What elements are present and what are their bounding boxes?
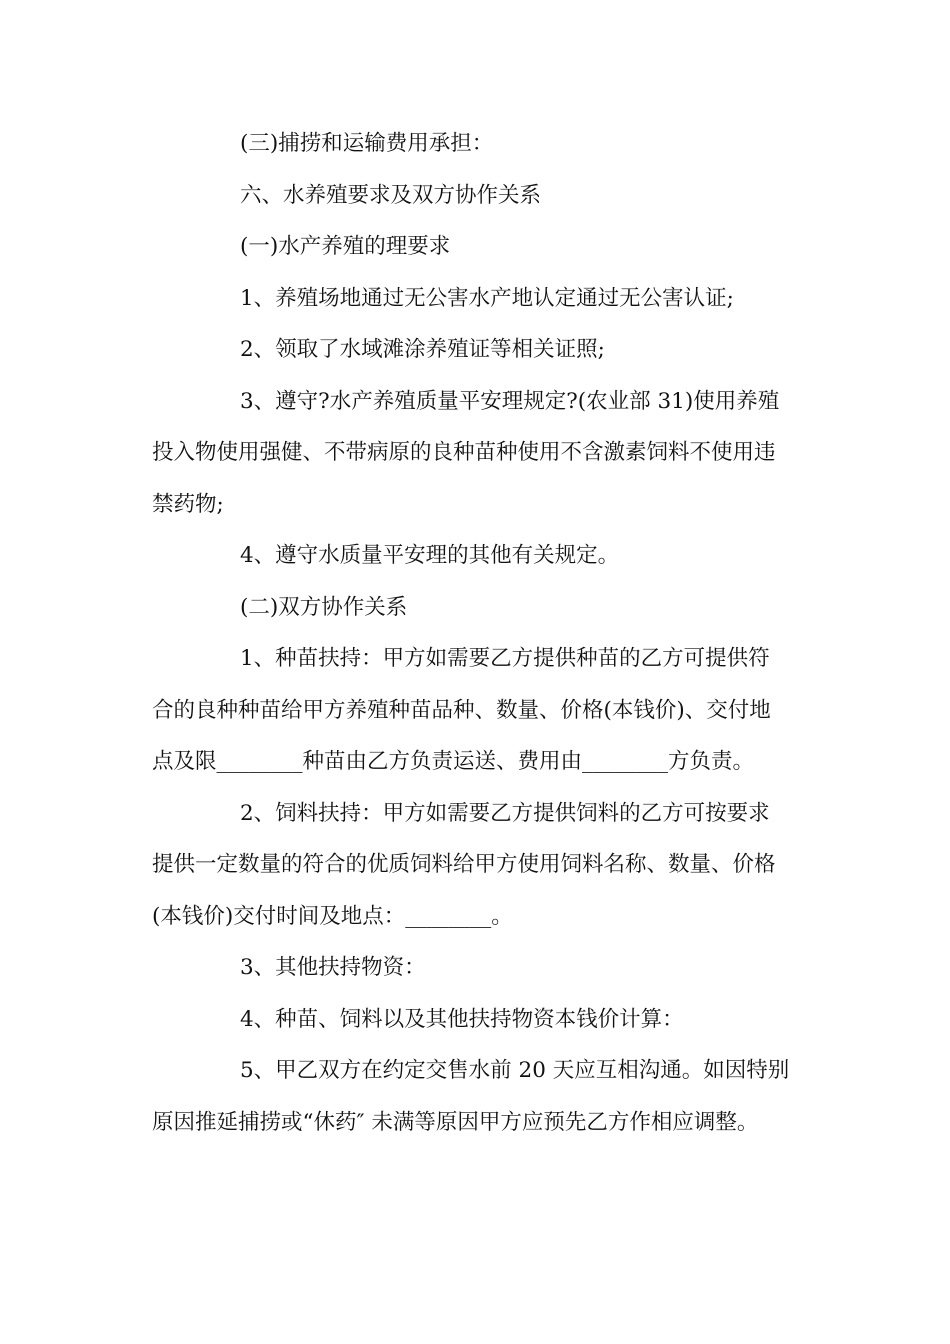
subheading-cooperation	[152, 582, 802, 634]
text-line: 合的良种种苗给甲方养殖种苗品种、数量、价格(本钱价)、交付地	[152, 697, 771, 723]
text-line: 投入物使用强健、不带病原的良种苗种使用不含激素饲料不使用违	[152, 440, 776, 465]
text-line: 3、其他扶持物资：	[240, 955, 426, 980]
text-line: (三)捕捞和运输费用承担：	[240, 131, 494, 156]
text-line: 2、领取了水域滩涂养殖证等相关证照;	[240, 337, 605, 362]
paragraph-feed-support	[152, 788, 802, 943]
paragraph-seedling-support	[152, 633, 802, 788]
text-line: 3、遵守?水产养殖质量平安理规定?(农业部 31)使用养殖	[240, 388, 780, 414]
text-line: 1、种苗扶持：甲方如需要乙方提供种苗的乙方可提供符	[240, 646, 770, 671]
text-line: 5、甲乙双方在约定交售水前 20 天应互相沟通。如因特别	[240, 1058, 790, 1083]
text-line: (二)双方协作关系	[240, 594, 408, 620]
paragraph-item-4	[152, 530, 802, 582]
text-line: 点及限________种苗由乙方负责运送、费用由________方负责。	[152, 749, 755, 774]
subheading-aquaculture-requirements	[152, 221, 802, 273]
document-body	[152, 118, 802, 1148]
text-line: 2、饲料扶持：甲方如需要乙方提供饲料的乙方可按要求	[240, 800, 770, 826]
text-line: (一)水产养殖的理要求	[240, 234, 451, 259]
text-line: 1、养殖场地通过无公害水产地认定通过无公害认证;	[240, 285, 734, 311]
text-line: 提供一定数量的符合的优质饲料给甲方使用饲料名称、数量、价格	[152, 852, 776, 877]
text-line: (本钱价)交付时间及地点：________。	[152, 903, 513, 929]
paragraph-item-1	[152, 273, 802, 325]
paragraph-other-supplies	[152, 942, 802, 994]
paragraph-cost-bearing	[152, 118, 802, 170]
text-line: 原因推延捕捞或“休药″ 未满等原因甲方应预先乙方作相应调整。	[152, 1109, 759, 1135]
heading-section-six	[152, 170, 802, 222]
paragraph-communication	[152, 1045, 802, 1148]
paragraph-item-3	[152, 376, 802, 531]
paragraph-item-2	[152, 324, 802, 376]
text-line: 4、种苗、饲料以及其他扶持物资本钱价计算：	[240, 1006, 684, 1032]
text-line: 4、遵守水质量平安理的其他有关规定。	[240, 543, 620, 568]
paragraph-cost-calculation	[152, 994, 802, 1046]
text-line: 禁药物;	[152, 491, 224, 517]
text-line: 六、水养殖要求及双方协作关系	[240, 182, 542, 208]
